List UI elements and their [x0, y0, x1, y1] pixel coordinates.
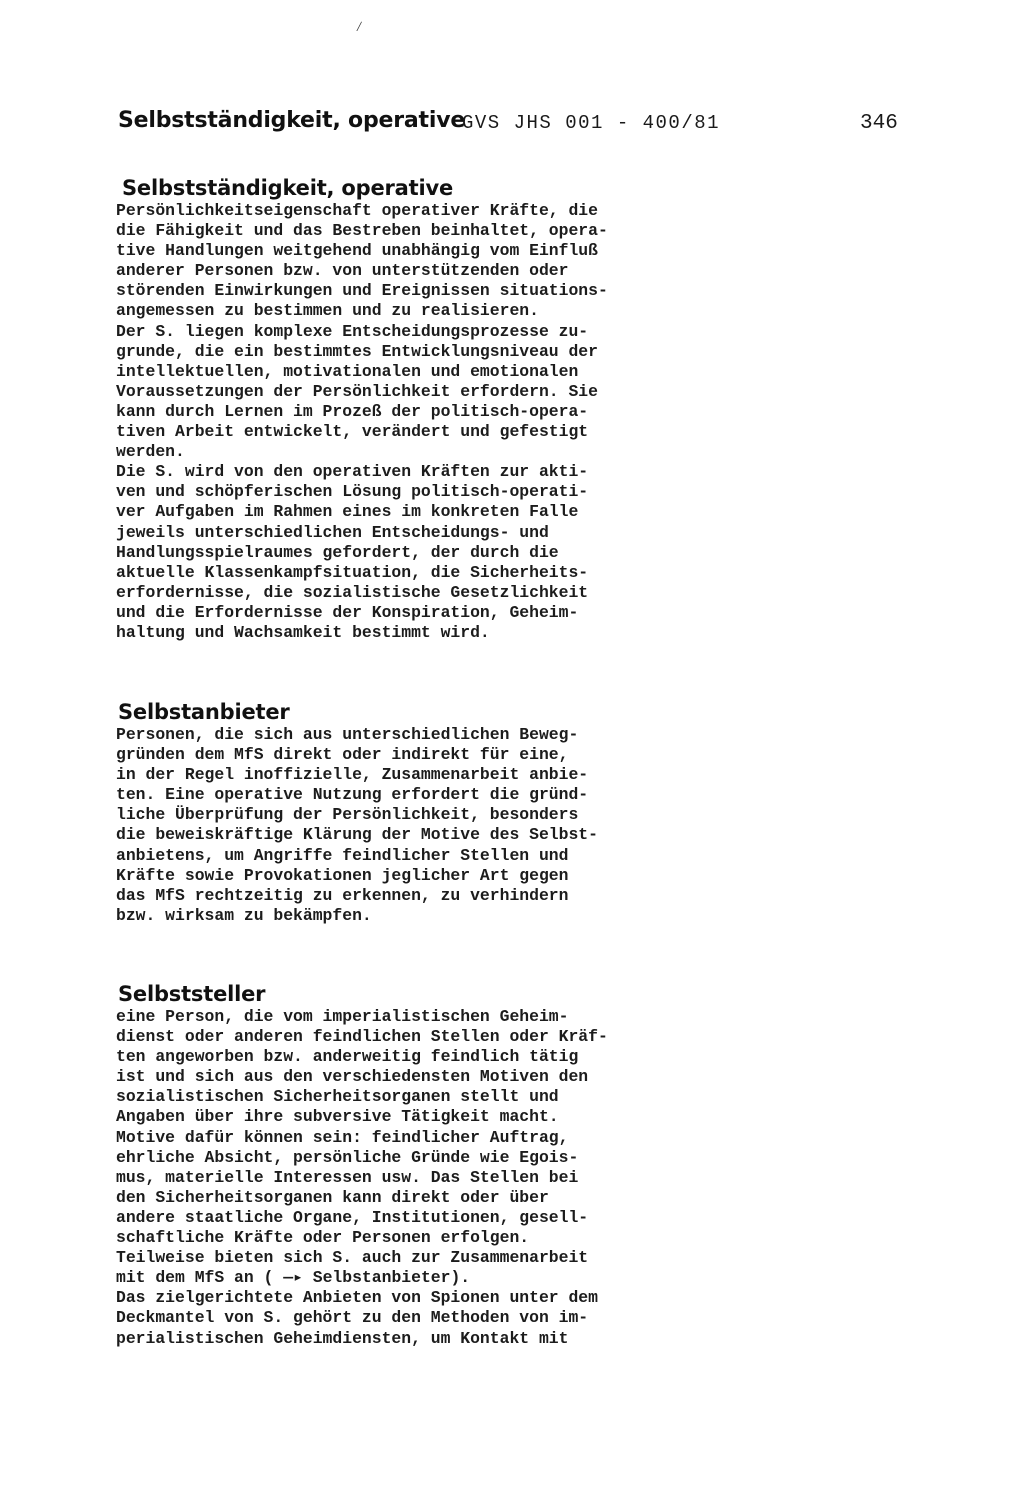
text-line: ehrliche Absicht, persönliche Gründe wie Egois-: [116, 1147, 579, 1167]
text-line: bzw. wirksam zu bekämpfen.: [116, 905, 372, 925]
text-line: anbietens, um Angriffe feindlicher Stellen und: [116, 845, 569, 865]
page-number: 346: [860, 112, 898, 135]
text-line: eine Person, die vom imperialistischen Geheim-: [116, 1007, 569, 1026]
text-line: perialistischen Geheimdiensten, um Kontakt mit: [116, 1328, 569, 1348]
entry-selbststaendigkeit: [116, 176, 756, 643]
text-line: Die S. wird von den operativen Kräften zur akti-: [116, 462, 589, 482]
text-line: anderer Personen bzw. von unterstützenden oder: [116, 261, 569, 281]
page-header: [118, 108, 898, 142]
entry-heading: Selbststeller: [118, 982, 266, 1006]
text-line: Der S. liegen komplexe Entscheidungsprozesse zu-: [116, 321, 589, 341]
text-line: in der Regel inoffizielle, Zusammenarbeit anbie-: [116, 765, 589, 785]
text-line: Personen, die sich aus unterschiedlichen Beweg-: [116, 725, 579, 744]
entry-body: [116, 725, 756, 926]
text-line: das MfS rechtzeitig zu erkennen, zu verhindern: [116, 885, 569, 905]
text-line: Angaben über ihre subversive Tätigkeit macht.: [116, 1107, 559, 1127]
text-line: Voraussetzungen der Persönlichkeit erfordern. Sie: [116, 381, 598, 401]
entry-heading: Selbstständigkeit, operative: [122, 176, 454, 200]
text-line: die beweiskräftige Klärung der Motive des Selbst-: [116, 825, 598, 845]
header-title: Selbstständigkeit, operative: [118, 108, 466, 133]
text-line: Kräfte sowie Provokationen jeglicher Art gegen: [116, 865, 569, 885]
text-line: dienst oder anderen feindlichen Stellen oder Kräf-: [116, 1027, 608, 1047]
text-line: Teilweise bieten sich S. auch zur Zusammenarbeit: [116, 1248, 589, 1268]
stray-pen-mark: ∕: [355, 20, 364, 36]
text-line: Motive dafür können sein: feindlicher Auftrag,: [116, 1127, 569, 1147]
text-line: werden.: [116, 442, 185, 462]
text-line: tive Handlungen weitgehend unabhängig vom Einfluß: [116, 241, 598, 261]
entry-body: [116, 1007, 756, 1349]
entry-heading: Selbstanbieter: [118, 700, 290, 724]
text-line: andere staatliche Organe, Institutionen, gesell-: [116, 1207, 589, 1227]
text-line: sozialistischen Sicherheitsorganen stellt und: [116, 1087, 559, 1107]
text-line: ver Aufgaben im Rahmen eines im konkreten Falle: [116, 502, 579, 522]
text-line: ten angeworben bzw. anderweitig feindlich tätig: [116, 1047, 579, 1067]
entry-selbststeller: [116, 982, 756, 1349]
text-line: mus, materielle Interessen usw. Das Stellen bei: [116, 1167, 579, 1187]
text-line: störenden Einwirkungen und Ereignissen situations-: [116, 281, 608, 301]
text-line: angemessen zu bestimmen und zu realisieren.: [116, 301, 539, 321]
text-line: ist und sich aus den verschiedensten Motiven den: [116, 1067, 589, 1087]
text-line: ten. Eine operative Nutzung erfordert die gründ-: [116, 785, 589, 805]
text-line: Deckmantel von S. gehört zu den Methoden von im-: [116, 1308, 589, 1328]
document-reference: GVS JHS 001 - 400/81: [462, 112, 721, 134]
text-line: jeweils unterschiedlichen Entscheidungs- und: [116, 522, 549, 542]
text-line: gründen dem MfS direkt oder indirekt für eine,: [116, 745, 569, 765]
text-line: erfordernisse, die sozialistische Gesetzlichkeit: [116, 582, 589, 602]
text-line: haltung und Wachsamkeit bestimmt wird.: [116, 622, 490, 642]
text-line: mit dem MfS an ( —▸ Selbstanbieter).: [116, 1268, 471, 1288]
text-line: grunde, die ein bestimmtes Entwicklungsniveau der: [116, 341, 598, 361]
text-line: den Sicherheitsorganen kann direkt oder über: [116, 1187, 549, 1207]
text-line: kann durch Lernen im Prozeß der politisch-opera-: [116, 401, 589, 421]
text-line: die Fähigkeit und das Bestreben beinhaltet, opera-: [116, 221, 608, 241]
entry-selbstanbieter: [116, 700, 756, 926]
text-line: Handlungsspielraumes gefordert, der durch die: [116, 542, 559, 562]
text-line: aktuelle Klassenkampfsituation, die Sicherheits-: [116, 562, 589, 582]
text-line: Persönlichkeitseigenschaft operativer Kräfte, die: [116, 201, 598, 220]
text-line: tiven Arbeit entwickelt, verändert und gefestigt: [116, 422, 589, 442]
entry-body: [116, 201, 756, 643]
text-line: Das zielgerichtete Anbieten von Spionen unter dem: [116, 1288, 598, 1308]
text-line: liche Überprüfung der Persönlichkeit, besonders: [116, 805, 579, 825]
text-line: und die Erfordernisse der Konspiration, Geheim-: [116, 602, 579, 622]
text-line: ven und schöpferischen Lösung politisch-operati-: [116, 482, 589, 502]
text-line: schaftliche Kräfte oder Personen erfolgen.: [116, 1228, 530, 1248]
text-line: intellektuellen, motivationalen und emotionalen: [116, 361, 579, 381]
